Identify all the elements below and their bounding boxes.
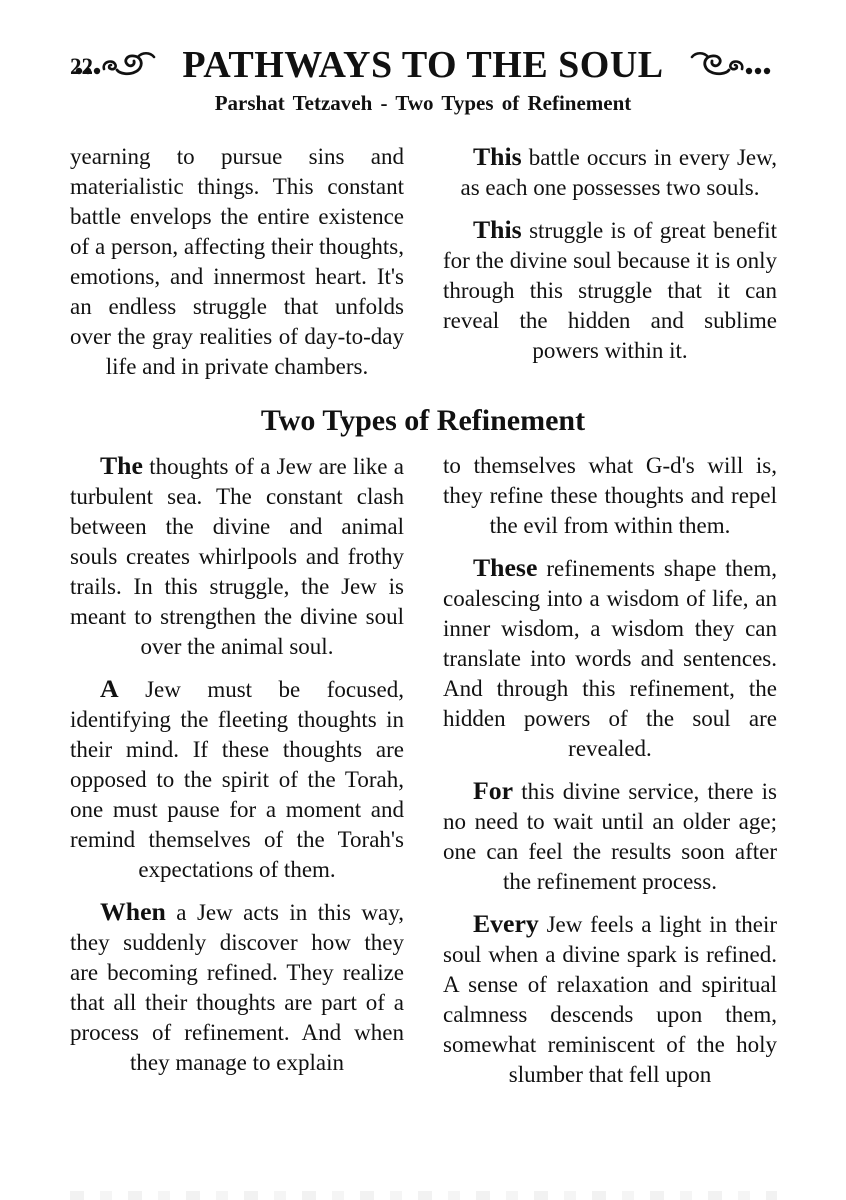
intro-right-column (443, 142, 777, 382)
paragraph-text: this divine service, there is no need to wait until an older age; one can feel the results soon after the refinement process. (443, 779, 778, 894)
paragraph-text: refinements shape them, coalescing into a wisdom of life, an inner wisdom, a wisdom they can translate into words and sentences. And through this refinement, the hidden powers of the soul are revealed. (443, 556, 777, 761)
paragraph-text: Jew must be focused, identifying the fleeting thoughts in their mind. If these thoughts are opposed to the spirit of the Torah, one must pause for a moment and remind themselves of the Torah's expectations of them. (70, 677, 404, 882)
paragraph (70, 451, 404, 662)
paragraph-text: thoughts of a Jew are like a turbulent sea. The constant clash between the divine and animal souls creates whirlpools and frothy trails. In this struggle, the Jew is meant to strengthen the divine soul over the animal soul. (70, 454, 404, 659)
page-body (0, 142, 846, 1090)
paragraph (443, 215, 777, 366)
refinement-left-column (70, 451, 404, 1090)
paragraph (70, 674, 404, 885)
paragraph (443, 142, 777, 203)
paragraph-text: struggle is of great benefit for the divine soul because it is only through this struggle that it can reveal the hidden and sublime powers within it. (443, 218, 778, 363)
title-row (0, 46, 846, 84)
paragraph (443, 776, 777, 897)
page-header (0, 0, 846, 116)
refinement-right-column (443, 451, 777, 1090)
paragraph (70, 897, 404, 1078)
intro-left-column (70, 142, 404, 382)
paragraph-text: a Jew acts in this way, they suddenly discover how they are becoming refined. They realize that all their thoughts are part of a process of refinement. And when they manage to explain (70, 900, 405, 1075)
paragraph (443, 451, 777, 541)
clipped-next-page-text (70, 1191, 777, 1200)
paragraph-text: battle occurs in every Jew, as each one possesses two souls. (460, 145, 777, 200)
page-number: 22 (70, 54, 93, 79)
paragraph-lead-word: When (100, 897, 166, 926)
paragraph-lead-word: A (100, 674, 119, 703)
page-subtitle: Parshat Tetzaveh - Two Types of Refinement (214, 91, 632, 115)
paragraph-text: yearning to pursue sins and materialistic things. This constant battle envelops the entire existence of a person, affecting their thoughts, emotions, and innermost heart. It's an endless struggle that unfolds over the gray realities of day-to-day life and in private chambers. (70, 144, 404, 379)
section-heading: Two Types of Refinement (260, 404, 586, 437)
paragraph-lead-word: This (473, 215, 522, 244)
section-refinement (0, 451, 846, 1090)
paragraph-lead-word: For (473, 776, 514, 805)
paragraph-lead-word: This (473, 142, 522, 171)
paragraph (443, 553, 777, 764)
paragraph-lead-word: These (473, 553, 538, 582)
paragraph (443, 909, 777, 1090)
section-intro (0, 142, 846, 382)
paragraph-lead-word: Every (473, 909, 539, 938)
paragraph-text: to themselves what G-d's will is, they refine these thoughts and repel the evil from within them. (443, 453, 777, 538)
book-title: PATHWAYS TO THE SOUL (182, 44, 664, 86)
paragraph-lead-word: The (100, 451, 143, 480)
paragraph-text: Jew feels a light in their soul when a divine spark is refined. A sense of relaxation and spiritual calmness descends upon them, somewhat reminiscent of the holy slumber that fell upon (443, 912, 777, 1087)
flourish-right-icon (672, 49, 772, 81)
paragraph (70, 142, 404, 382)
